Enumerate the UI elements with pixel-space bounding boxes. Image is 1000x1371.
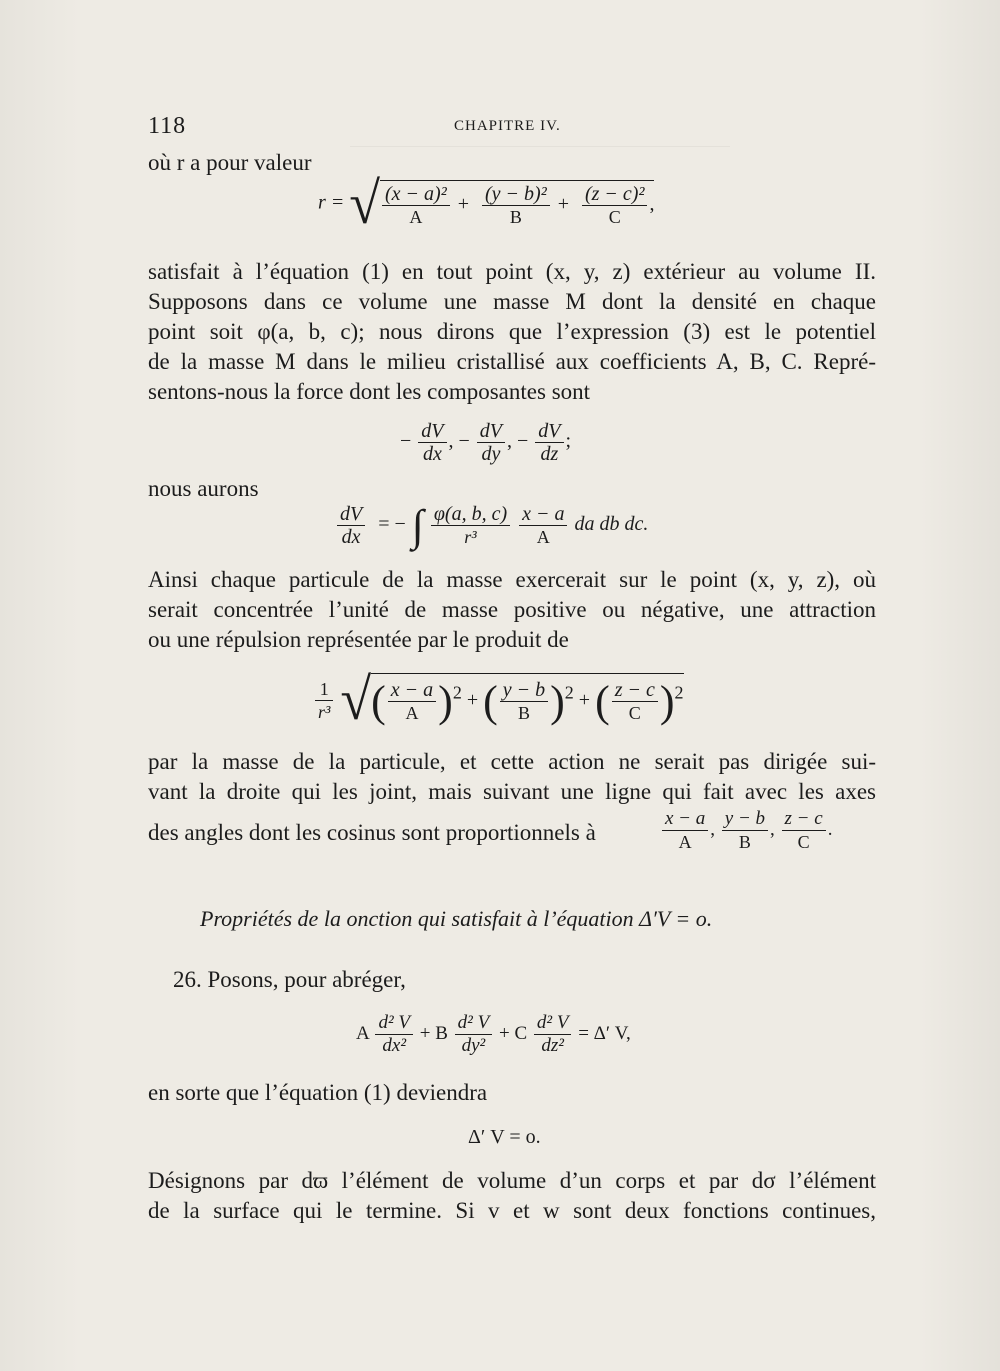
equation-delta-prime: A $\frac{\text{d² V}}{\text{dx²}}$ + B $\frac{\text{d² V}}{\text{dy²}}$ + C $\frac{\text{d² V}}{\text{dz²}}$ = Δ′ V, — [356, 1012, 631, 1056]
text-line: Ainsi chaque particule de la masse exercerait sur le point (x, y, z), où — [148, 567, 876, 592]
text-line: ou une répulsion représentée par le produit de — [148, 627, 569, 652]
text-line: en sorte que l’équation (1) deviendra — [148, 1080, 488, 1105]
text-line: de la surface qui le termine. Si v et w sont deux fonctions continues, — [148, 1198, 876, 1223]
text-line: Supposons dans ce volume une masse M dont la densité en chaque — [148, 289, 876, 314]
page-number: 118 — [148, 113, 187, 139]
text-line: satisfait à l’équation (1) en tout point (x, y, z) extérieur au volume II. — [148, 259, 876, 284]
equation-delta-zero: Δ′ V = o. — [468, 1126, 541, 1148]
section-title: Propriétés de la onction qui satisfait à l’équation Δ′V = o. — [200, 906, 713, 931]
text-line: de la masse M dans le milieu cristallisé aux coefficients A, B, C. Repré- — [148, 349, 876, 374]
text-line: vant la droite qui les joint, mais suivant une ligne qui fait avec les axes — [148, 779, 876, 804]
equation-r: r = √ $\frac{\text{(x − a)²}}{A}$ + $\frac{\text{(y − b)²}}{B}$ + $\frac{\text{(z − c)²}}{C}$ , — [318, 171, 655, 237]
equation-product: $\frac{1}{\text{r³}}$ √( $\frac{x - a}{A}$ )$^2$ + ( $\frac{y - b}{B}$ )$^2$ + ( $\frac{z - c}{C}$ )$^2$ — [313, 672, 684, 728]
text-line: 26. Posons, pour abréger, — [173, 967, 406, 992]
text-line: nous aurons — [148, 476, 259, 501]
text-line: par la masse de la particule, et cette action ne serait pas dirigée sui- — [148, 749, 876, 774]
text-line: point soit φ(a, b, c); nous dirons que l’expression (3) est le potentiel — [148, 319, 876, 344]
equation-cosines: $\frac{x - a}{A}$ , $\frac{y - b}{B}$ , $\frac{z - c}{C}$ . — [660, 808, 832, 853]
text-line: sentons-nous la force dont les composantes sont — [148, 379, 591, 404]
equation-force-components: − $\frac{dV}{dx}$ , − $\frac{dV}{dy}$ , − $\frac{dV}{dz}$ ; — [400, 420, 572, 465]
running-title: CHAPITRE IV. — [454, 118, 561, 134]
text-line: Désignons par dϖ l’élément de volume d’un corps et par dσ l’élément — [148, 1168, 876, 1193]
text-line: des angles dont les cosinus sont proportionnels à — [148, 820, 596, 845]
text-line: où r a pour valeur — [148, 150, 312, 175]
text-line: serait concentrée l’unité de masse positive ou négative, une attraction — [148, 597, 876, 622]
equation-integral: $\frac{dV}{dx}$ = − ∫ $\frac{\varphi(a, b, c)}{\text{r³}}$ $\frac{x - a}{A}$ da db dc. — [335, 500, 648, 551]
